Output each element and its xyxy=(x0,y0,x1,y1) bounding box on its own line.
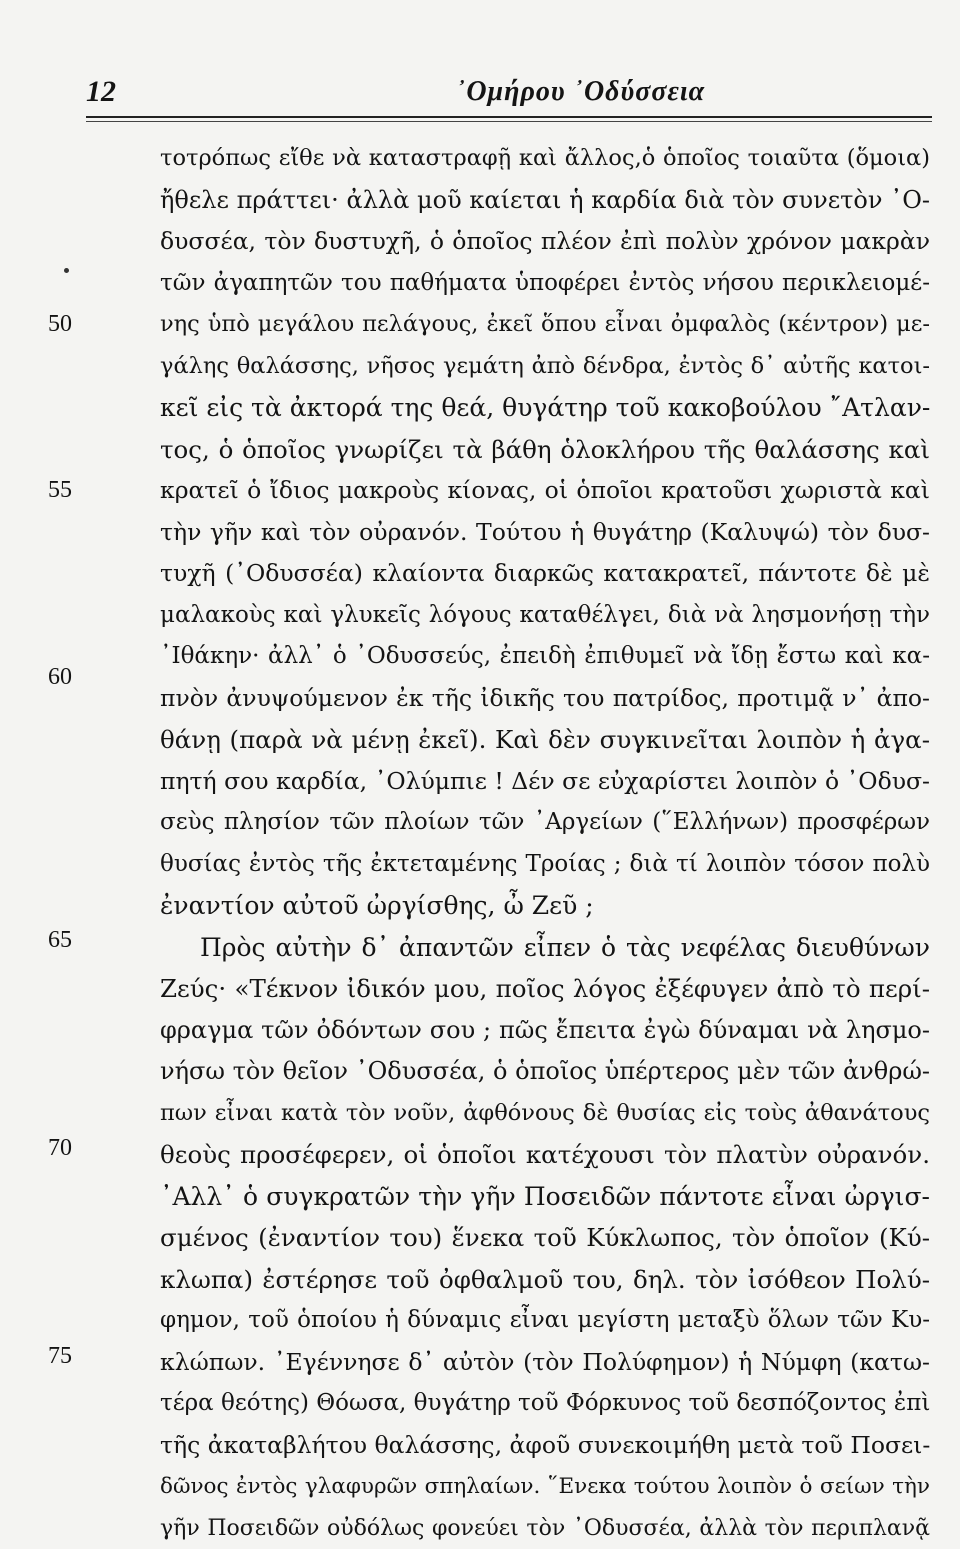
line-number: 55 xyxy=(48,470,72,512)
text-line: τος, ὁ ὁποῖος γνωρίζει τὰ βάθη ὁλοκλήρου τῆς θαλάσσης καὶ xyxy=(160,429,930,471)
page-header xyxy=(86,72,932,112)
text-line: πνὸν ἀνυψούμενον ἐκ τῆς ἰδικῆς του πατρίδος, προτιμᾷ ν᾽ ἀπο- xyxy=(160,678,930,720)
line-number: 50 xyxy=(48,304,72,346)
text-line: μαλακοὺς καὶ γλυκεῖς λόγους καταθέλγει, διὰ νὰ λησμονήσῃ τὴν xyxy=(160,595,930,637)
line-number: 65 xyxy=(48,920,72,962)
text-line: φημον, τοῦ ὁποίου ἡ δύναμις εἶναι μεγίστη μεταξὺ ὅλων τῶν Κυ- xyxy=(160,1300,930,1342)
text-line: φραγμα τῶν ὀδόντων σου ; πῶς ἔπειτα ἐγὼ δύναμαι νὰ λησμο- xyxy=(160,1010,930,1052)
text-line: θεοὺς προσέφερεν, οἱ ὁποῖοι κατέχουσι τὸν πλατὺν οὐρανόν. xyxy=(160,1134,930,1176)
text-line: ἐναντίον αὐτοῦ ὠργίσθης, ὦ Ζεῦ ; xyxy=(160,885,930,927)
text-line: τυχῆ (᾽Οδυσσέα) κλαίοντα διαρκῶς κατακρατεῖ, πάντοτε δὲ μὲ xyxy=(160,553,930,595)
text-line: κλωπα) ἐστέρησε τοῦ ὀφθαλμοῦ του, δηλ. τὸν ἰσόθεον Πολύ- xyxy=(160,1259,930,1301)
text-line: κρατεῖ ὁ ἴδιος μακροὺς κίονας, οἱ ὁποῖοι κρατοῦσι χωριστὰ καὶ xyxy=(160,470,930,512)
line-number: 70 xyxy=(48,1128,72,1170)
line-number: 75 xyxy=(48,1336,72,1378)
text-line: δῶνος ἐντὸς γλαφυρῶν σπηλαίων. ῞Ενεκα τούτου λοιπὸν ὁ σείων τὴν xyxy=(160,1466,930,1508)
page-number: 12 xyxy=(86,72,116,112)
line-number: 60 xyxy=(48,657,72,699)
text-line: Ζεύς· «Τέκνον ἰδικόν μου, ποῖος λόγος ἐξέφυγεν ἀπὸ τὸ περί- xyxy=(160,968,930,1010)
text-line: γάλης θαλάσσης, νῆσος γεμάτη ἀπὸ δένδρα, ἐντὸς δ᾽ αὐτῆς κατοι- xyxy=(160,346,930,388)
text-line: κεῖ εἰς τὰ ἀκτορά της θεά, θυγάτηρ τοῦ κακοβούλου ῎Ατλαν- xyxy=(160,387,930,429)
text-line: τοτρόπως εἴθε νὰ καταστραφῇ καὶ ἄλλος,ὁ ὁποῖος τοιαῦτα (ὅμοια) xyxy=(160,138,930,180)
text-line: ᾽Αλλ᾽ ὁ συγκρατῶν τὴν γῆν Ποσειδῶν πάντοτε εἶναι ὠργισ- xyxy=(160,1176,930,1218)
text-line: Πρὸς αὐτὴν δ᾽ ἀπαντῶν εἶπεν ὁ τὰς νεφέλας διευθύνων xyxy=(160,927,930,969)
text-line: γῆν Ποσειδῶν οὐδόλως φονεύει τὸν ᾽Οδυσσέα, ἀλλὰ τὸν περιπλανᾷ xyxy=(160,1508,930,1549)
text-line: πων εἶναι κατὰ τὸν νοῦν, ἀφθόνους δὲ θυσίας εἰς τοὺς ἀθανάτους xyxy=(160,1093,930,1135)
text-line: θάνῃ (παρὰ νὰ μένῃ ἐκεῖ). Καὶ δὲν συγκινεῖται λοιπὸν ἡ ἀγα- xyxy=(160,719,930,761)
text-line: τῆς ἀκαταβλήτου θαλάσσης, ἀφοῦ συνεκοιμήθη μετὰ τοῦ Ποσει- xyxy=(160,1425,930,1467)
text-line: σμένος (ἐναντίον του) ἕνεκα τοῦ Κύκλωπος, τὸν ὁποῖον (Κύ- xyxy=(160,1217,930,1259)
header-rule-thin xyxy=(86,121,932,122)
text-line: τὴν γῆν καὶ τὸν οὐρανόν. Τούτου ἡ θυγάτηρ (Καλυψώ) τὸν δυσ- xyxy=(160,512,930,554)
text-line: δυσσέα, τὸν δυστυχῆ, ὁ ὁποῖος πλέον ἐπὶ πολὺν χρόνον μακρὰν xyxy=(160,221,930,263)
text-line: κλώπων. ᾽Εγέννησε δ᾽ αὐτὸν (τὸν Πολύφημον) ἡ Νύμφη (κατω- xyxy=(160,1342,930,1384)
header-rule xyxy=(86,116,932,118)
text-line: τέρα θεότης) Θόωσα, θυγάτηρ τοῦ Φόρκυνος τοῦ δεσπόζοντος ἐπὶ xyxy=(160,1383,930,1425)
text-line: ᾽Ιθάκην· ἀλλ᾽ ὁ ᾽Οδυσσεύς, ἐπειδὴ ἐπιθυμεῖ νὰ ἴδῃ ἔστω καὶ κα- xyxy=(160,636,930,678)
text-line: τῶν ἀγαπητῶν του παθήματα ὑποφέρει ἐντὸς νήσου περικλειομέ- xyxy=(160,263,930,305)
running-title: ᾽Ομήρου ᾽Οδύσσεια xyxy=(456,72,705,112)
text-line: νης ὑπὸ μεγάλου πελάγους, ἐκεῖ ὅπου εἶναι ὀμφαλὸς (κέντρον) με- xyxy=(160,304,930,346)
text-line: θυσίας ἐντὸς τῆς ἐκτεταμένης Τροίας ; διὰ τί λοιπὸν τόσον πολὺ xyxy=(160,844,930,886)
text-line: πητή σου καρδία, ᾽Ολύμπιε ! Δέν σε εὐχαρίστει λοιπὸν ὁ ᾽Οδυσ- xyxy=(160,761,930,803)
margin-dot xyxy=(64,268,69,273)
text-line: σεὺς πλησίον τῶν πλοίων τῶν ᾽Αργείων (῞Ελλήνων) προσφέρων xyxy=(160,802,930,844)
text-line: ἤθελε πράττει· ἀλλὰ μοῦ καίεται ἡ καρδία διὰ τὸν συνετὸν ᾽Ο- xyxy=(160,180,930,222)
text-line: νήσω τὸν θεῖον ᾽Οδυσσέα, ὁ ὁποῖος ὑπέρτερος μὲν τῶν ἀνθρώ- xyxy=(160,1051,930,1093)
text-body xyxy=(160,138,930,1549)
